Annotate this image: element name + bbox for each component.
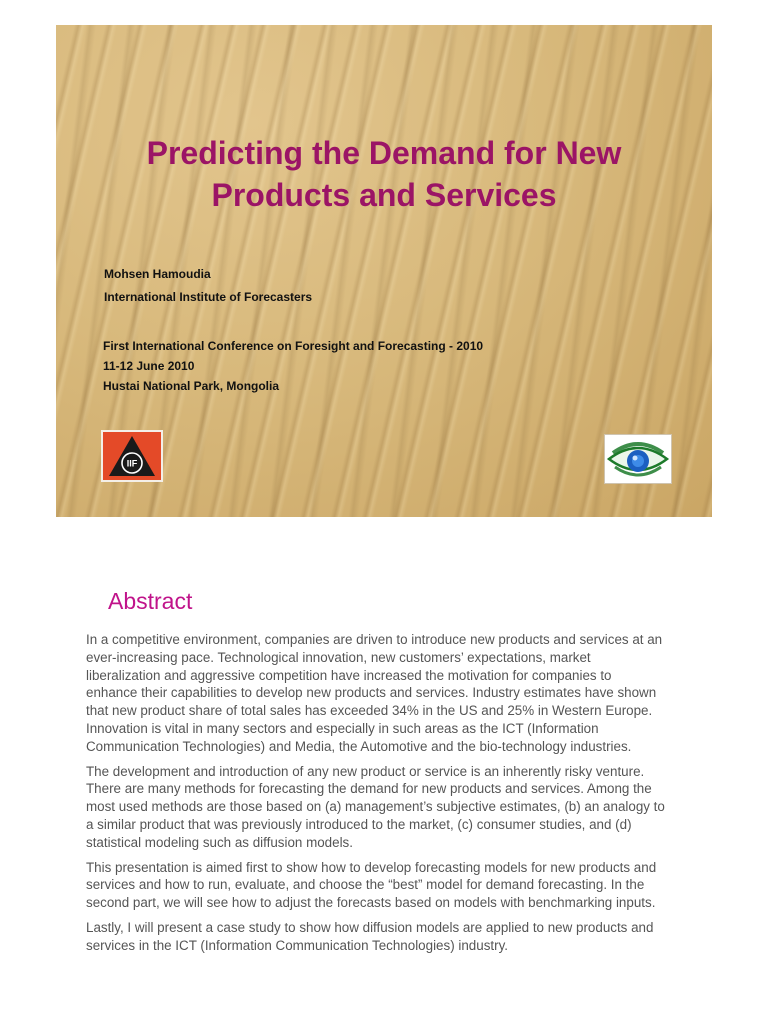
abstract-body: [86, 631, 666, 962]
author-name: Mohsen Hamoudia: [104, 267, 211, 281]
author-affiliation: International Institute of Forecasters: [104, 290, 313, 304]
conference-location: Hustai National Park, Mongolia: [103, 379, 280, 393]
slide-title-line-2: Products and Services: [211, 177, 557, 213]
abstract-paragraph: Lastly, I will present a case study to show how diffusion models are applied to new products and services in the ICT (Information Communication Technologies) industry.: [86, 919, 654, 953]
iif-logo: [101, 430, 163, 482]
conference-dates: 11-12 June 2010: [103, 359, 195, 373]
slide-title: [56, 132, 712, 216]
abstract-paragraph: This presentation is aimed first to show how to develop forecasting models for new products and services and how to run, evaluate, and choose the “best” model for demand forecasting. In the second part, we will see how to adjust the forecasts based on models with benchmarking inputs.: [86, 859, 657, 911]
abstract-paragraph: The development and introduction of any new product or service is an inherently risky venture. There are many methods for forecasting the demand for new products and services. Among the most used methods are those based on (a) management’s subjective estimates, (b) an analogy to a similar product that was previously introduced to the market, (c) consumer studies, and (d) statistical modeling such as diffusion models.: [86, 763, 665, 850]
conference-block: [103, 336, 483, 396]
conference-name: First International Conference on Foresight and Forecasting - 2010: [103, 339, 484, 353]
abstract-paragraph: In a competitive environment, companies are driven to introduce new products and services at an ever-increasing pace. Technological innovation, new customers’ expectations, market liberalization and aggressive competition have increased the motivation for companies to enhance their capabilities to develop new products and services. Industry estimates have shown that new product share of total sales has exceeded 34% in the US and 25% in Western Europe. Innovation is vital in many sectors and especially in such areas as the ICT (Information Communication Technologies) and Media, the Automotive and the bio-technology industries.: [86, 632, 663, 754]
abstract-heading: Abstract: [108, 588, 193, 614]
iif-triangle-icon: [103, 432, 161, 480]
slide-title-line-1: Predicting the Demand for New: [146, 135, 622, 171]
foresight-logo: [604, 434, 672, 484]
iif-logo-text: IIF: [126, 458, 138, 469]
title-slide: [56, 25, 712, 517]
foresight-eye-icon: [605, 435, 671, 483]
author-block: [104, 263, 312, 309]
